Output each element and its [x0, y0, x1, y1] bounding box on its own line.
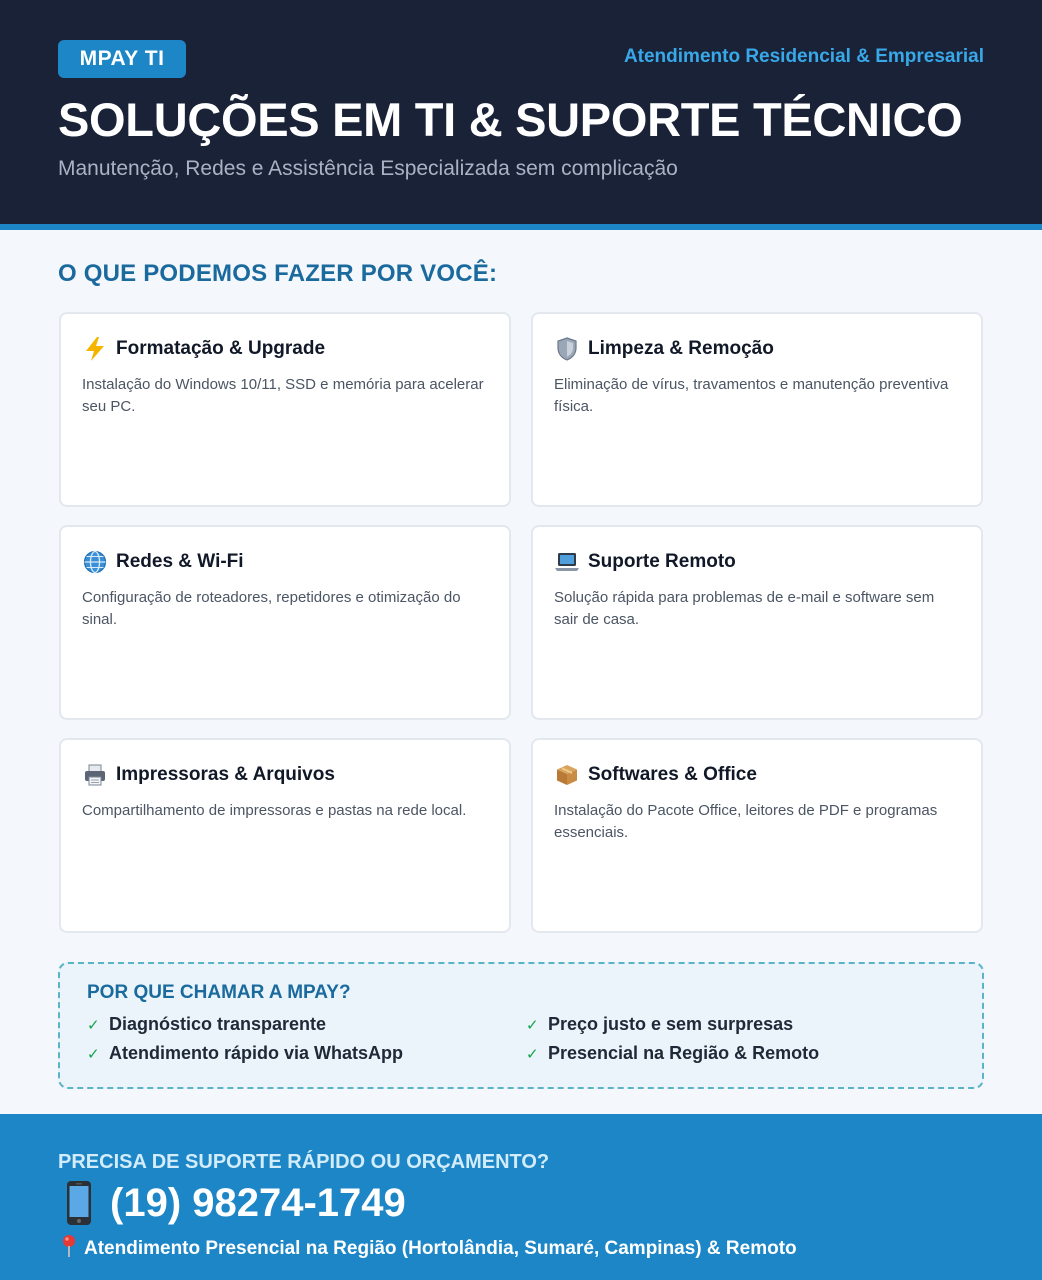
header-tagline: Atendimento Residencial & Empresarial — [623, 46, 984, 67]
service-title: Limpeza & Remoção — [588, 338, 774, 359]
shield-icon — [554, 336, 580, 362]
service-card-impressoras — [59, 738, 511, 933]
service-area — [58, 1234, 797, 1264]
service-description: Eliminação de vírus, travamentos e manutenção preventiva física. — [554, 376, 949, 415]
service-area-label: Atendimento Presencial na Região (Hortolândia, Sumaré, Campinas) & Remoto — [84, 1238, 797, 1259]
pin-icon — [58, 1234, 80, 1264]
service-card-limpeza — [531, 312, 983, 507]
service-description: Instalação do Windows 10/11, SSD e memória para acelerar seu PC. — [82, 376, 484, 415]
page-title: SOLUÇÕES EM TI & SUPORTE TÉCNICO — [58, 93, 963, 146]
service-card-formatacao — [59, 312, 511, 507]
phone-number[interactable]: (19) 98274-1749 — [110, 1180, 406, 1225]
phone-contact — [58, 1179, 406, 1227]
benefit-item — [87, 1014, 526, 1035]
why-mpay-box — [58, 962, 984, 1089]
why-heading: POR QUE CHAMAR A MPAY? — [87, 982, 351, 1003]
benefits-list — [87, 1014, 955, 1064]
printer-icon — [82, 762, 108, 788]
check-icon: ✓ — [87, 1016, 100, 1034]
footer-question: PRECISA DE SUPORTE RÁPIDO OU ORÇAMENTO? — [58, 1151, 550, 1173]
globe-icon — [82, 549, 108, 575]
check-icon: ✓ — [526, 1045, 539, 1063]
lightning-icon — [82, 336, 108, 362]
service-description: Instalação do Pacote Office, leitores de PDF e programas essenciais. — [554, 802, 938, 841]
benefit-item — [87, 1043, 526, 1064]
benefit-label: Preço justo e sem surpresas — [548, 1014, 794, 1034]
benefit-label: Presencial na Região & Remoto — [548, 1043, 820, 1063]
service-description: Compartilhamento de impressoras e pastas na rede local. — [82, 802, 467, 819]
brand-badge: MPAY TI — [58, 40, 186, 78]
service-title: Suporte Remoto — [588, 551, 736, 572]
service-title: Redes & Wi-Fi — [116, 551, 244, 572]
service-title: Softwares & Office — [588, 764, 757, 785]
service-title: Formatação & Upgrade — [116, 338, 326, 359]
service-description: Solução rápida para problemas de e-mail e software sem sair de casa. — [554, 589, 935, 628]
check-icon: ✓ — [87, 1045, 100, 1063]
package-icon — [554, 762, 580, 788]
services-heading: O QUE PODEMOS FAZER POR VOCÊ: — [58, 260, 498, 287]
service-title: Impressoras & Arquivos — [116, 764, 335, 785]
service-card-softwares — [531, 738, 983, 933]
service-card-redes — [59, 525, 511, 720]
laptop-icon — [554, 549, 580, 575]
check-icon: ✓ — [526, 1016, 539, 1034]
mobile-phone-icon — [58, 1179, 100, 1227]
benefit-label: Diagnóstico transparente — [109, 1014, 327, 1034]
service-description: Configuração de roteadores, repetidores e otimização do sinal. — [82, 589, 461, 628]
service-card-suporte-remoto — [531, 525, 983, 720]
page-subtitle: Manutenção, Redes e Assistência Especializada sem complicação — [58, 157, 678, 180]
benefit-item — [526, 1043, 926, 1064]
benefit-item — [526, 1014, 926, 1035]
header-divider — [0, 224, 1042, 230]
benefit-label: Atendimento rápido via WhatsApp — [109, 1043, 404, 1063]
